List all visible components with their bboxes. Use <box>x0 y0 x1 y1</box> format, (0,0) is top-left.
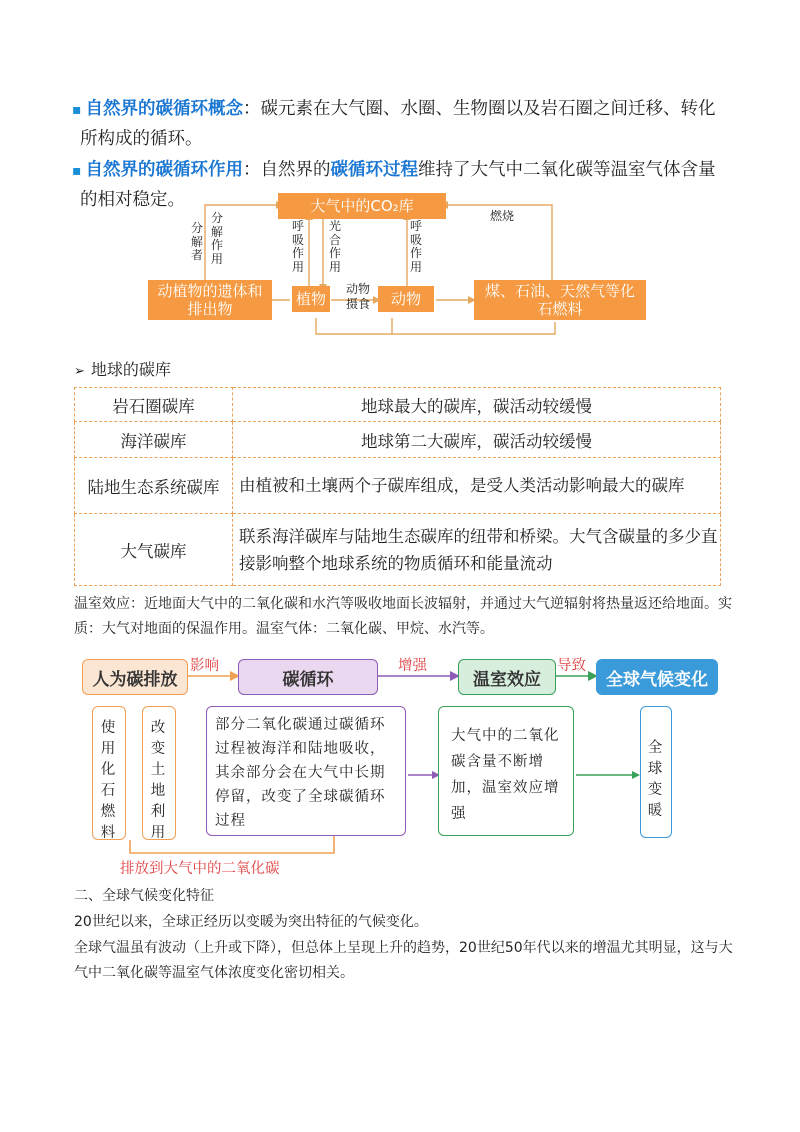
pool-desc: 联系海洋碳库与陆地生态碳库的纽带和桥梁。大气含碳量的多少直接影响整个地球系统的物质循环和能量流动 <box>233 514 721 586</box>
role-title: 自然界的碳循环作用 <box>85 160 243 180</box>
carbon-cycle-detail: 部分二氧化碳通过碳循环过程被海洋和陆地吸收，其余部分会在大气中长期停留，改变了全球碳循环过程 <box>206 706 406 836</box>
bullet-icon: ▪ <box>72 163 82 179</box>
influence-label: 影响 <box>190 658 219 674</box>
concept-line-2: ▪ 自然界的碳循环作用：自然界的碳循环过程维持了大气中二氧化碳等温室气体含量 <box>72 160 716 180</box>
respiration-label-2: 呼吸作用 <box>409 219 422 274</box>
fossil-fuel-use-text: 使用化石燃料 <box>100 720 116 841</box>
table-row <box>75 422 721 458</box>
pool-desc: 由植被和土壤两个子碳库组成，是受人类活动影响最大的碳库 <box>233 458 721 514</box>
greenhouse-box: 温室效应 <box>458 659 556 695</box>
climate-change-box: 全球气候变化 <box>596 659 718 695</box>
carbon-pool-table <box>74 387 721 586</box>
warming-text: 全球变暖 <box>647 740 663 819</box>
animal-eat-label: 动物摄食 <box>345 282 370 311</box>
concept-text: ：碳元素在大气圈、水圈、生物圈以及岩石圈之间迁移、转化 <box>243 99 716 119</box>
decomposition-label: 分解作用 <box>210 211 223 266</box>
arrow-bullet-icon: ➢ <box>74 364 85 379</box>
section2-title: 二、全球气候变化特征 <box>74 888 214 904</box>
atmosphere-co2-box: 大气中的CO₂库 <box>278 193 446 219</box>
pool-name: 岩石圈碳库 <box>75 388 233 422</box>
concept-line-1-cont: 所构成的循环。 <box>80 129 203 149</box>
concept-title: 自然界的碳循环概念 <box>85 99 243 119</box>
concept-line-2-cont: 的相对稳定。 <box>80 190 185 210</box>
pool-name: 海洋碳库 <box>75 422 233 458</box>
carbon-pool-heading: ➢ 地球的碳库 <box>74 360 171 379</box>
section2-p2: 全球气温虽有波动（上升或下降），但总体上呈现上升的趋势，20世纪50年代以来的增温尤其明显，这与大气中二氧化碳等温室气体浓度变化密切相关。 <box>74 940 733 981</box>
photosynthesis-label: 光合作用 <box>328 219 341 274</box>
carbon-cycle-box: 碳循环 <box>238 659 378 695</box>
enhance-label: 增强 <box>398 658 427 674</box>
pool-desc: 地球第二大碳库，碳活动较缓慢 <box>233 422 721 458</box>
plants-box: 植物 <box>292 286 330 312</box>
pool-name: 大气碳库 <box>75 514 233 586</box>
greenhouse-detail: 大气中的二氧化碳含量不断增加，温室效应增强 <box>438 706 574 836</box>
land-use-text: 改变土地利用 <box>150 720 166 841</box>
animals-box: 动物 <box>378 286 434 312</box>
lead-to-label: 导致 <box>557 658 586 674</box>
bullet-icon: ▪ <box>72 102 82 118</box>
pool-name: 陆地生态系统碳库 <box>75 458 233 514</box>
human-emission-box: 人为碳排放 <box>82 659 188 695</box>
section2-p1: 20世纪以来，全球正经历以变暖为突出特征的气候变化。 <box>74 914 428 930</box>
emission-to-atmosphere-label: 排放到大气中的二氧化碳 <box>120 861 280 877</box>
table-row <box>75 458 721 514</box>
table-row <box>75 388 721 422</box>
table-row <box>75 514 721 586</box>
remains-box: 动植物的遗体和排出物 <box>148 280 272 320</box>
respiration-label-1: 呼吸作用 <box>291 219 304 274</box>
pool-desc: 地球最大的碳库，碳活动较缓慢 <box>233 388 721 422</box>
decomposer-label: 分解者 <box>190 221 203 262</box>
greenhouse-effect-text: 温室效应：近地面大气中的二氧化碳和水汽等吸收地面长波辐射，并通过大气逆辐射将热量返还给地面。实质：大气对地面的保温作用。温室气体：二氧化碳、甲烷、水汽等。 <box>74 596 732 637</box>
combustion-label: 燃烧 <box>490 209 515 223</box>
fossil-fuel-box: 煤、石油、天然气等化石燃料 <box>474 280 646 320</box>
